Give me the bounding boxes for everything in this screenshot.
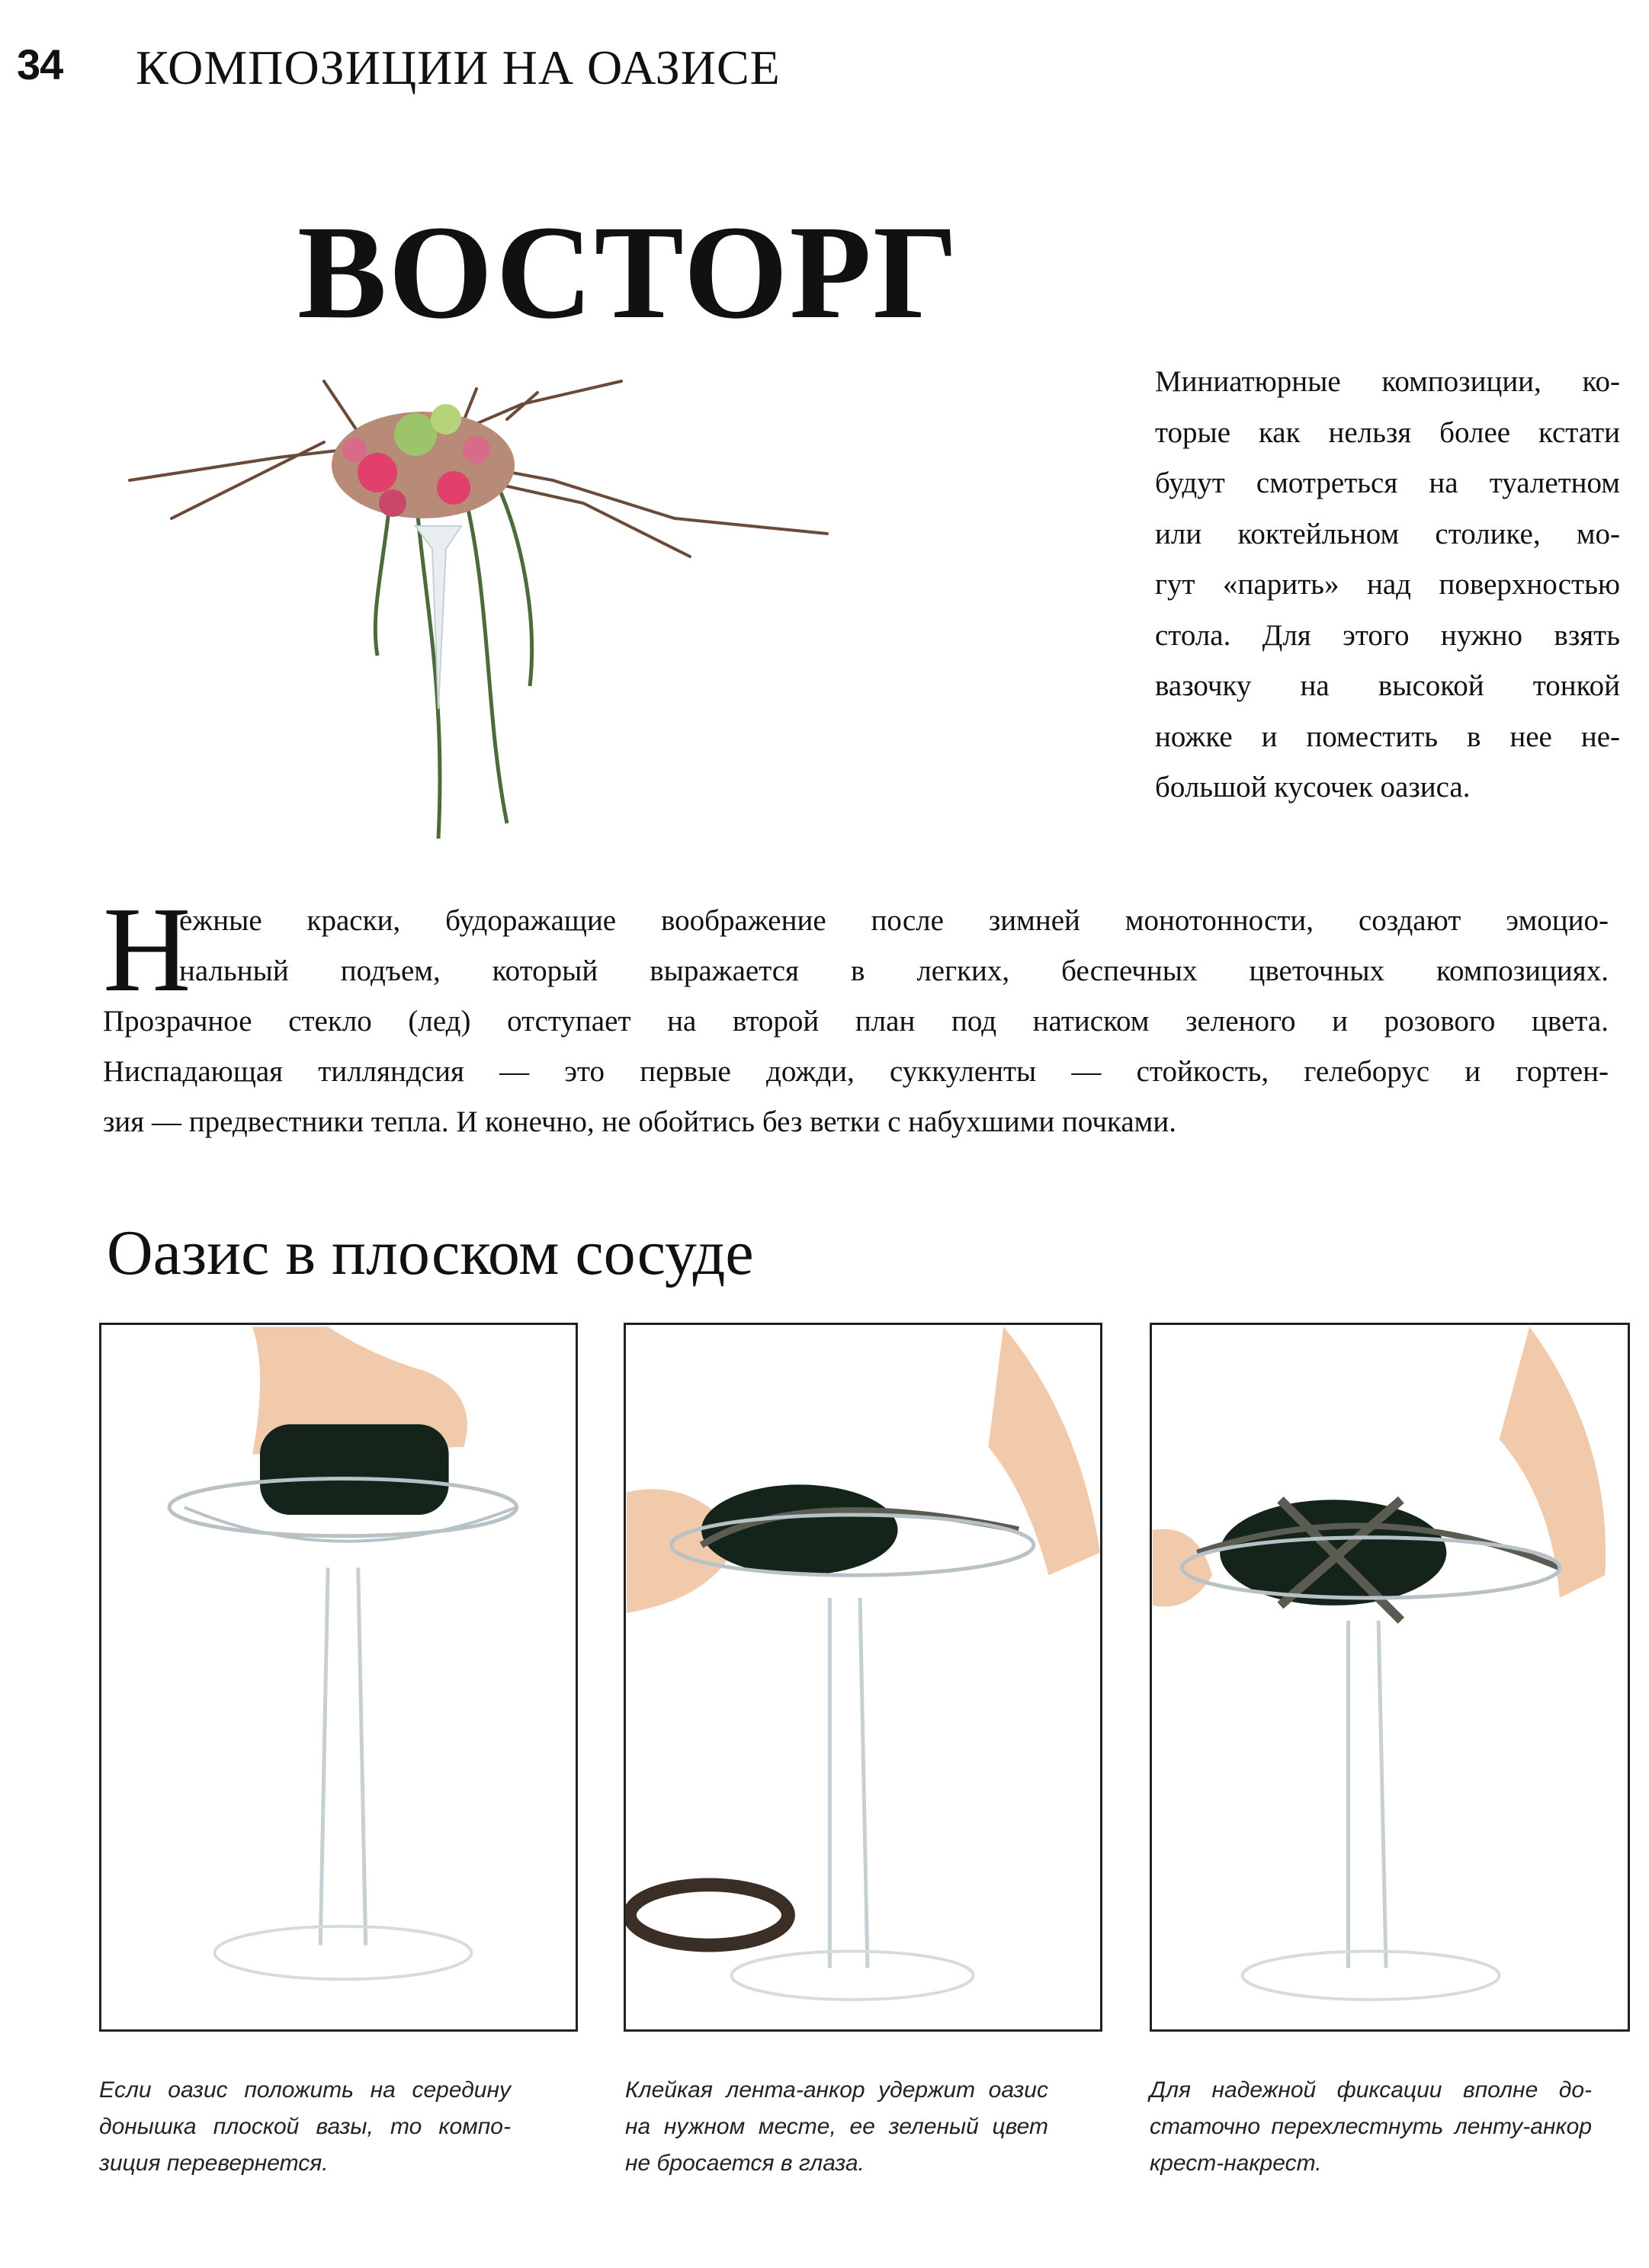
side-line: или коктейльном столике, мо- (1155, 517, 1620, 550)
intro-line: Прозрачное стекло (лед) отступает на второй план под натиском зеленого и розового цвета. (103, 1005, 1609, 1038)
intro-line: Ниспадающая тилляндсия — это первые дожди, суккуленты — стойкость, гелеборус и гортен- (103, 1055, 1609, 1088)
drop-cap: Н (103, 881, 191, 1017)
side-line: ножке и поместить в нее не- (1155, 720, 1620, 753)
step-photo-1 (99, 1323, 578, 2032)
intro-paragraph (103, 881, 1609, 1147)
bouquet-image (126, 366, 850, 861)
caption-line: крест-накрест. (1150, 2151, 1322, 2176)
caption-line: Для надежной фиксации вполне до- (1150, 2077, 1592, 2103)
page-number: 34 (17, 40, 63, 88)
caption-line: статочно перехлестнуть ленту-анкор (1150, 2114, 1592, 2139)
side-line: будут смотреться на туалетном (1155, 467, 1620, 499)
side-line: вазочку на высокой тонкой (1155, 669, 1620, 702)
step-photo-3 (1150, 1323, 1630, 2032)
side-line: большой кусочек оазиса. (1155, 771, 1471, 804)
caption-line: не бросается в глаза. (625, 2151, 865, 2176)
step-caption-2 (625, 2072, 1048, 2182)
intro-line: нальный подъем, который выражается в легких, беспечных цветочных композициях. (179, 954, 1609, 987)
step-caption-1 (99, 2072, 511, 2182)
side-paragraph (1155, 357, 1620, 813)
step-photo-2 (624, 1323, 1102, 2032)
caption-line: зиция перевернется. (99, 2151, 329, 2176)
side-line: стола. Для этого нужно взять (1155, 618, 1620, 652)
subheading: Оазис в плоском сосуде (107, 1217, 754, 1288)
caption-line: донышка плоской вазы, то компо- (99, 2114, 511, 2139)
side-line: гут «парить» над поверхностью (1155, 568, 1620, 601)
step-caption-3 (1150, 2072, 1592, 2182)
side-line: Миниатюрные композиции, ко- (1155, 365, 1620, 398)
page-title: ВОСТОРГ (297, 198, 960, 347)
section-title: КОМПОЗИЦИИ НА ОАЗИСЕ (136, 40, 781, 95)
caption-line: Клейкая лента-анкор удержит оазис (625, 2077, 1048, 2103)
intro-line: зия — предвестники тепла. И конечно, не обойтись без ветки с набухшими почками. (103, 1105, 1176, 1138)
caption-line: на нужном месте, ее зеленый цвет (625, 2114, 1048, 2139)
caption-line: Если оазис положить на середину (99, 2077, 511, 2103)
intro-line: ежные краски, будоражащие воображение после зимней монотонности, создают эмоцио- (179, 904, 1609, 937)
side-line: торые как нельзя более кстати (1155, 415, 1620, 449)
